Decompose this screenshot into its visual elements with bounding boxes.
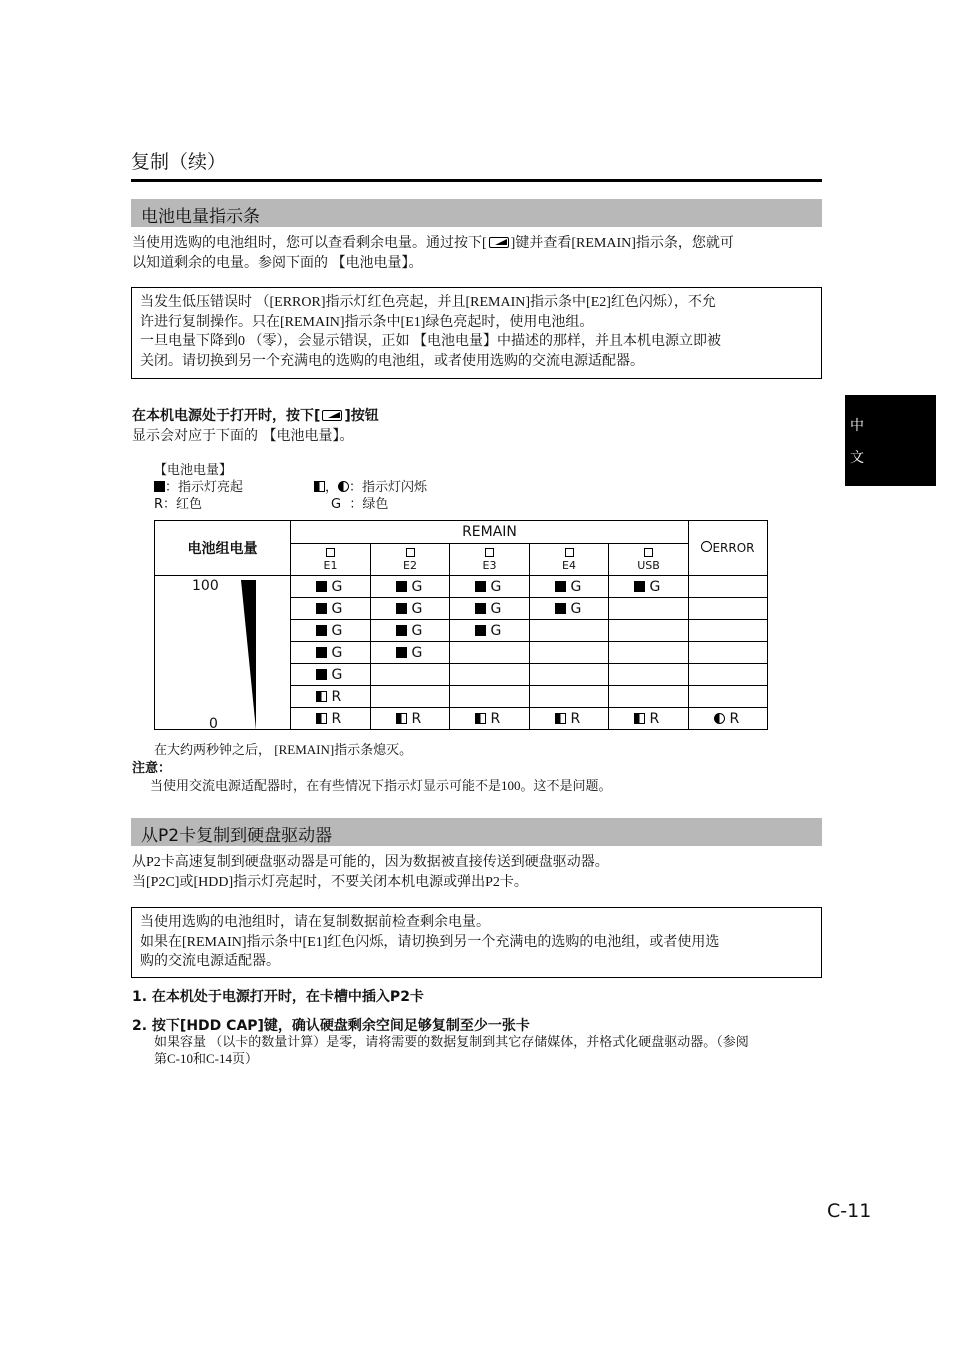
title-rule bbox=[131, 179, 822, 182]
table-cell bbox=[291, 620, 371, 642]
column-label: E1 bbox=[323, 558, 338, 572]
legend-r-text: ：红色 bbox=[163, 497, 203, 512]
blink-circle-icon bbox=[714, 713, 725, 724]
indicator-color: R bbox=[645, 710, 660, 727]
table-cell bbox=[609, 598, 689, 620]
indicator-color: G bbox=[486, 622, 502, 639]
battery-step-desc: 显示会对应于下面的 【电池电量】。 bbox=[132, 428, 354, 444]
step-1: 1. 在本机处于电源打开时，在卡槽中插入P2卡 bbox=[132, 989, 424, 1005]
intro-text-a: 当使用选购的电池组时，您可以查看剩余电量。通过按下[ bbox=[132, 236, 487, 251]
column-e1 bbox=[291, 544, 371, 576]
error-label: ERROR bbox=[712, 541, 755, 555]
section-heading-text: 从P2卡复制到硬盘驱动器 bbox=[141, 826, 333, 846]
indicator-color: R bbox=[486, 710, 501, 727]
page-number: C-11 bbox=[827, 1200, 872, 1222]
error-header bbox=[689, 521, 768, 576]
indicator-square-icon bbox=[485, 548, 494, 557]
section-heading-battery bbox=[131, 199, 822, 227]
table-cell bbox=[450, 576, 530, 598]
indicator-square-icon bbox=[326, 548, 335, 557]
indicator-color: G bbox=[327, 644, 343, 661]
lit-square-icon bbox=[475, 603, 486, 614]
table-cell bbox=[450, 598, 530, 620]
note-text: 当使用交流电源适配器时，在有些情况下指示灯显示可能不是100。这不是问题。 bbox=[150, 778, 612, 793]
indicator-square-icon bbox=[644, 548, 653, 557]
table-cell bbox=[530, 598, 609, 620]
step-2-desc-line: 第C-10和C-14页） bbox=[154, 1051, 259, 1066]
table-cell bbox=[371, 664, 450, 686]
p2-warning-box bbox=[131, 907, 822, 978]
table-cell bbox=[291, 598, 371, 620]
table-cell bbox=[371, 708, 450, 730]
table-cell bbox=[371, 686, 450, 708]
table-cell bbox=[371, 598, 450, 620]
table-cell bbox=[530, 620, 609, 642]
indicator-color: G bbox=[486, 578, 502, 595]
indicator-color: G bbox=[407, 622, 423, 639]
step-text-a: 在本机电源处于打开时，按下[ bbox=[132, 408, 321, 424]
table-cell bbox=[689, 664, 768, 686]
table-cell bbox=[689, 620, 768, 642]
indicator-color: G bbox=[327, 622, 343, 639]
level-bottom-label: 0 bbox=[209, 716, 218, 732]
level-wedge-icon bbox=[239, 580, 259, 730]
blink-square-icon bbox=[316, 713, 327, 724]
table-cell bbox=[450, 642, 530, 664]
step-2-desc bbox=[154, 1033, 824, 1067]
blink-square-icon bbox=[475, 713, 486, 724]
fade-note: 在大约两秒钟之后， [REMAIN]指示条熄灭。 bbox=[154, 742, 413, 757]
indicator-color: G bbox=[566, 600, 582, 617]
battery-intro bbox=[132, 234, 824, 274]
indicator-color: G bbox=[407, 600, 423, 617]
side-tab-char-2: 文 bbox=[850, 450, 864, 466]
legend-g-key: G bbox=[331, 497, 342, 512]
table-cell bbox=[291, 576, 371, 598]
lit-square-icon bbox=[316, 625, 327, 636]
indicator-color: G bbox=[327, 578, 343, 595]
lit-square-icon bbox=[396, 625, 407, 636]
indicator-color: G bbox=[645, 578, 661, 595]
blink-square-icon bbox=[314, 481, 325, 492]
indicator-square-icon bbox=[406, 548, 415, 557]
table-cell bbox=[609, 620, 689, 642]
lit-square-icon bbox=[316, 647, 327, 658]
lit-square-icon bbox=[396, 581, 407, 592]
table-cell bbox=[450, 664, 530, 686]
level-top-label: 100 bbox=[192, 578, 219, 594]
p2-para-line: 当[P2C]或[HDD]指示灯亮起时，不要关闭本机电源或弹出P2卡。 bbox=[132, 875, 528, 890]
p2-copy-paragraph bbox=[132, 853, 824, 893]
table-cell bbox=[530, 686, 609, 708]
indicator-color: R bbox=[725, 710, 740, 727]
lit-square-icon bbox=[475, 581, 486, 592]
table-cell bbox=[530, 708, 609, 730]
section-heading-text: 电池电量指示条 bbox=[141, 207, 260, 227]
indicator-color: G bbox=[327, 600, 343, 617]
lit-square-icon bbox=[634, 581, 645, 592]
step-2-desc-line: 如果容量 （以卡的数量计算）是零，请将需要的数据复制到其它存储媒体，并格式化硬盘驱动器。（参阅 bbox=[154, 1034, 749, 1049]
note-title: 注意： bbox=[132, 761, 172, 776]
indicator-color: G bbox=[407, 578, 423, 595]
blink-square-icon bbox=[555, 713, 566, 724]
legend-sep: ， bbox=[325, 480, 339, 495]
step-text-b: ]按钮 bbox=[344, 408, 379, 424]
indicator-color: G bbox=[327, 666, 343, 683]
indicator-color: R bbox=[566, 710, 581, 727]
table-cell bbox=[530, 642, 609, 664]
p2-para-line: 从P2卡高速复制到硬盘驱动器是可能的，因为数据被直接传送到硬盘驱动器。 bbox=[132, 855, 609, 870]
table-cell bbox=[291, 708, 371, 730]
battery-level-table bbox=[154, 520, 768, 730]
blink-square-icon bbox=[396, 713, 407, 724]
battery-warning-box bbox=[131, 287, 822, 379]
column-e2 bbox=[371, 544, 450, 576]
table-cell bbox=[609, 642, 689, 664]
warning-line: 一旦电量下降到0 （零），会显示错误，正如 【电池电量】中描述的那样，并且本机电源立即被 bbox=[140, 334, 721, 349]
blink-square-icon bbox=[634, 713, 645, 724]
indicator-color: R bbox=[407, 710, 422, 727]
table-cell bbox=[609, 708, 689, 730]
battery-step-heading bbox=[132, 405, 379, 425]
table-cell bbox=[689, 642, 768, 664]
battery-level-header: 电池组电量 bbox=[155, 521, 291, 576]
warning-line: 购的交流电源适配器。 bbox=[140, 954, 280, 969]
column-e3 bbox=[450, 544, 530, 576]
column-e4 bbox=[530, 544, 609, 576]
battery-key-icon bbox=[489, 237, 509, 248]
step-2: 2. 按下[HDD CAP]键，确认硬盘剩余空间足够复制至少一张卡 bbox=[132, 1018, 530, 1034]
blink-square-icon bbox=[316, 691, 327, 702]
table-cell bbox=[371, 642, 450, 664]
table-cell bbox=[609, 686, 689, 708]
table-cell bbox=[689, 686, 768, 708]
table-cell bbox=[689, 598, 768, 620]
warning-line: 当发生低压错误时 （[ERROR]指示灯红色亮起，并且[REMAIN]指示条中[E2]红色闪烁），不允 bbox=[140, 295, 716, 310]
column-label: E4 bbox=[562, 558, 576, 572]
intro-line-2: 以知道剩余的电量。参阅下面的 【电池电量】。 bbox=[132, 256, 423, 271]
indicator-color: R bbox=[327, 710, 342, 727]
table-cell bbox=[530, 664, 609, 686]
indicator-color: G bbox=[566, 578, 582, 595]
table-cell bbox=[689, 576, 768, 598]
lit-square-icon bbox=[154, 481, 165, 492]
indicator-square-icon bbox=[565, 548, 574, 557]
warning-line: 关闭。请切换到另一个充满电的选购的电池组，或者使用选购的交流电源适配器。 bbox=[140, 353, 644, 369]
legend-r-key: R bbox=[154, 497, 164, 512]
table-cell bbox=[371, 620, 450, 642]
column-label: E2 bbox=[403, 558, 417, 572]
column-label: USB bbox=[637, 558, 660, 572]
battery-legend bbox=[154, 462, 484, 513]
lit-square-icon bbox=[475, 625, 486, 636]
table-cell bbox=[530, 576, 609, 598]
table-cell bbox=[609, 576, 689, 598]
table-cell bbox=[291, 642, 371, 664]
warning-line: 当使用选购的电池组时，请在复制数据前检查剩余电量。 bbox=[140, 915, 490, 930]
lit-square-icon bbox=[396, 647, 407, 658]
table-cell bbox=[450, 686, 530, 708]
table-cell bbox=[689, 708, 768, 730]
page-title: 复制（续） bbox=[131, 151, 227, 173]
table-cell bbox=[291, 664, 371, 686]
section-heading-p2-copy bbox=[131, 818, 822, 846]
table-cell bbox=[371, 576, 450, 598]
level-scale bbox=[155, 576, 291, 730]
indicator-color: R bbox=[327, 688, 342, 705]
warning-line: 如果在[REMAIN]指示条中[E1]红色闪烁，请切换到另一个充满电的选购的电池组，或者使用选 bbox=[140, 934, 720, 950]
language-side-tab bbox=[845, 395, 936, 486]
table-cell bbox=[291, 686, 371, 708]
indicator-color: G bbox=[407, 644, 423, 661]
lit-square-icon bbox=[555, 581, 566, 592]
table-cell bbox=[609, 664, 689, 686]
legend-g-text: ：绿色 bbox=[349, 497, 389, 512]
error-indicator-icon bbox=[701, 541, 712, 552]
legend-lit-text: ：指示灯亮起 bbox=[165, 480, 244, 495]
table-cell bbox=[450, 620, 530, 642]
blink-circle-icon bbox=[338, 481, 349, 492]
warning-line: 许进行复制操作。只在[REMAIN]指示条中[E1]绿色亮起时，使用电池组。 bbox=[140, 314, 594, 330]
legend-blink-text: ：指示灯闪烁 bbox=[349, 480, 428, 495]
indicator-color: G bbox=[486, 600, 502, 617]
lit-square-icon bbox=[316, 581, 327, 592]
side-tab-char-1: 中 bbox=[850, 418, 864, 434]
column-label: E3 bbox=[482, 558, 497, 572]
remain-header: REMAIN bbox=[291, 521, 689, 544]
lit-square-icon bbox=[316, 603, 327, 614]
lit-square-icon bbox=[555, 603, 566, 614]
battery-key-icon bbox=[322, 410, 342, 421]
legend-title: 【电池电量】 bbox=[154, 463, 233, 478]
intro-text-b: ]键并查看[REMAIN]指示条，您就可 bbox=[510, 236, 734, 251]
lit-square-icon bbox=[396, 603, 407, 614]
table-cell bbox=[450, 708, 530, 730]
lit-square-icon bbox=[316, 669, 327, 680]
column-usb bbox=[609, 544, 689, 576]
